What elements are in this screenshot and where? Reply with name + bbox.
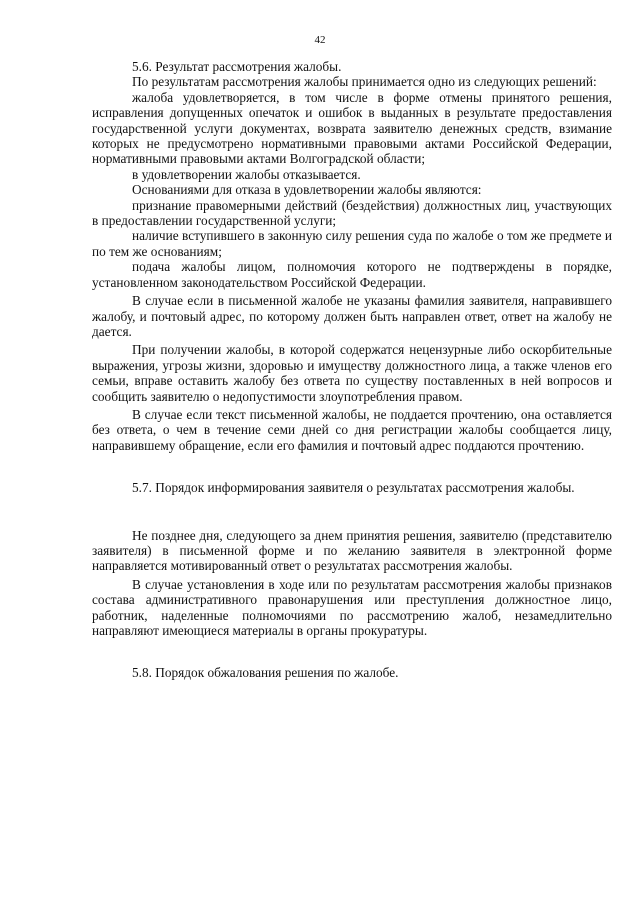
paragraph: В случае если в письменной жалобе не указаны фамилия заявителя, направившего жалобу, и почтовый адрес, по которому должен быть направлен ответ, ответ на жалобу не дается. <box>92 293 612 339</box>
paragraph: По результатам рассмотрения жалобы принимается одно из следующих решений: <box>132 74 597 90</box>
paragraph: в удовлетворении жалобы отказывается. <box>132 166 361 182</box>
page-number: 42 <box>314 34 326 46</box>
paragraph: наличие вступившего в законную силу решения суда по жалобе о том же предмете и по тем же основаниям; <box>92 228 612 259</box>
section-heading-5-6: 5.6. Результат рассмотрения жалобы. <box>132 59 342 74</box>
paragraph: подача жалобы лицом, полномочия которого не подтверждены в порядке, установленном законодательством Российской Федерации. <box>92 259 612 290</box>
paragraph: В случае установления в ходе или по результатам рассмотрения жалобы признаков состава административного правонарушения или преступления должностное лицо, работник, наделенные полномочиями по рассмотрению жалоб, незамедлительно направляют имеющиеся материалы в органы прокуратуры. <box>92 576 612 638</box>
page-content <box>92 59 612 681</box>
paragraph: При получении жалобы, в которой содержатся нецензурные либо оскорбительные выражения, угрозы жизни, здоровью и имуществу должностного лица, а также членов его семьи, вправе оставить жалобу без ответа по существу поставленных в ней вопросов и сообщить заявителю о недопустимости злоупотребления правом. <box>92 342 612 404</box>
paragraph: Основаниями для отказа в удовлетворении жалобы являются: <box>132 182 482 198</box>
section-heading-5-8: 5.8. Порядок обжалования решения по жалобе. <box>132 665 399 681</box>
paragraph: В случае если текст письменной жалобы, не поддается прочтению, она оставляется без ответа, о чем в течение семи дней со дня регистрации жалобы сообщается лицу, направившему обращение, если его фамилия и почтовый адрес поддаются прочтению. <box>92 406 612 453</box>
paragraph: признание правомерными действий (бездействия) должностных лиц, участвующих в предоставлении государственной услуги; <box>92 197 612 229</box>
paragraph: жалоба удовлетворяется, в том числе в форме отмены принятого решения, исправления допущенных опечаток и ошибок в выданных в результате предоставления государственной услуги документах, возврата заявителю денежных средств, взимание которых не предусмотрено нормативными правовыми актами Российской Федерации, нормативными правовыми актами Волгоградской области; <box>92 89 612 167</box>
paragraph: Не позднее дня, следующего за днем принятия решения, заявителю (представителю заявителя) в письменной форме и по желанию заявителя в электронной форме направляется мотивированный ответ о результатах рассмотрения жалобы. <box>92 527 612 574</box>
section-heading-5-7: 5.7. Порядок информирования заявителя о результатах рассмотрения жалобы. <box>132 480 575 496</box>
